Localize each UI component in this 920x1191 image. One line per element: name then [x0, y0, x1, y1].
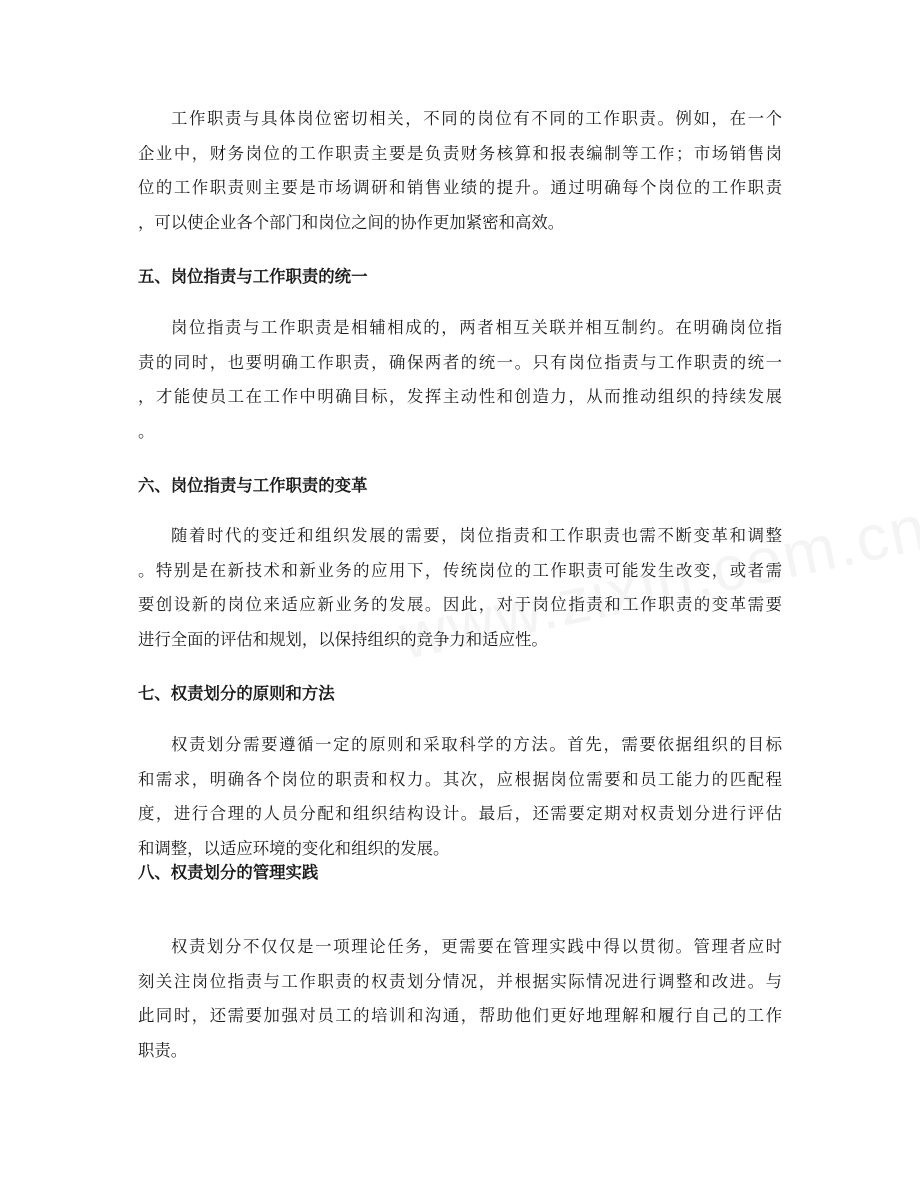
section-heading-5: 五、岗位指责与工作职责的统一 — [138, 267, 368, 286]
paragraph-line: 工作职责与具体岗位密切相关，不同的岗位有不同的工作职责。例如，在一个 — [171, 109, 782, 128]
paragraph-line: 企业中，财务岗位的工作职责主要是负责财务核算和报表编制等工作；市场销售岗 — [138, 143, 782, 163]
paragraph-line: 岗位指责与工作职责是相辅相成的，两者相互关联并相互制约。在明确岗位指 — [171, 318, 782, 337]
paragraph-line: 进行全面的评估和规划，以保持组织的竞争力和适应性。 — [138, 629, 548, 649]
paragraph-line: 权责划分不仅仅是一项理论任务，更需要在管理实践中得以贯彻。管理者应时 — [171, 937, 782, 956]
intro-paragraph — [138, 102, 782, 240]
section-6-paragraph — [138, 519, 782, 657]
paragraph-line: 权责划分需要遵循一定的原则和采取科学的方法。首先，需要依据组织的目标 — [171, 735, 782, 754]
section-heading-8: 八、权责划分的管理实践 — [138, 863, 319, 882]
section-heading-7: 七、权责划分的原则和方法 — [138, 684, 335, 703]
paragraph-line: 随着时代的变迁和组织发展的需要，岗位指责和工作职责也需不断变革和调整 — [171, 526, 782, 545]
section-heading-6: 六、岗位指责与工作职责的变革 — [138, 476, 368, 495]
paragraph-line: 。特别是在新技术和新业务的应用下，传统岗位的工作职责可能发生改变，或者需 — [138, 560, 782, 580]
paragraph-line: ，可以使企业各个部门和岗位之间的协作更加紧密和高效。 — [138, 212, 565, 232]
paragraph-line: 职责。 — [138, 1040, 188, 1060]
paragraph-line: 。 — [138, 421, 155, 441]
section-5-paragraph — [138, 311, 782, 449]
paragraph-line: 要创设新的岗位来适应新业务的发展。因此，对于岗位指责和工作职责的变革需要 — [138, 595, 782, 614]
section-8-paragraph — [138, 930, 782, 1068]
paragraph-line: 刻关注岗位指责与工作职责的权责划分情况，并根据实际情况进行调整和改进。与 — [138, 971, 782, 991]
paragraph-line: ，才能使员工在工作中明确目标，发挥主动性和创造力，从而推动组织的持续发展 — [138, 387, 782, 406]
paragraph-line: 位的工作职责则主要是市场调研和销售业绩的提升。通过明确每个岗位的工作职责 — [138, 178, 782, 197]
paragraph-line: 度，进行合理的人员分配和组织结构设计。最后，还需要定期对权责划分进行评估 — [138, 804, 782, 823]
paragraph-line: 责的同时，也要明确工作职责，确保两者的统一。只有岗位指责与工作职责的统一 — [138, 352, 782, 372]
paragraph-line: 和调整，以适应环境的变化和组织的发展。 — [138, 838, 450, 858]
paragraph-line: 和需求，明确各个岗位的职责和权力。其次，应根据岗位需要和员工能力的匹配程 — [138, 769, 782, 789]
paragraph-line: 此同时，还需要加强对员工的培训和沟通，帮助他们更好地理解和履行自己的工作 — [138, 1006, 782, 1025]
section-7-paragraph — [138, 728, 782, 866]
